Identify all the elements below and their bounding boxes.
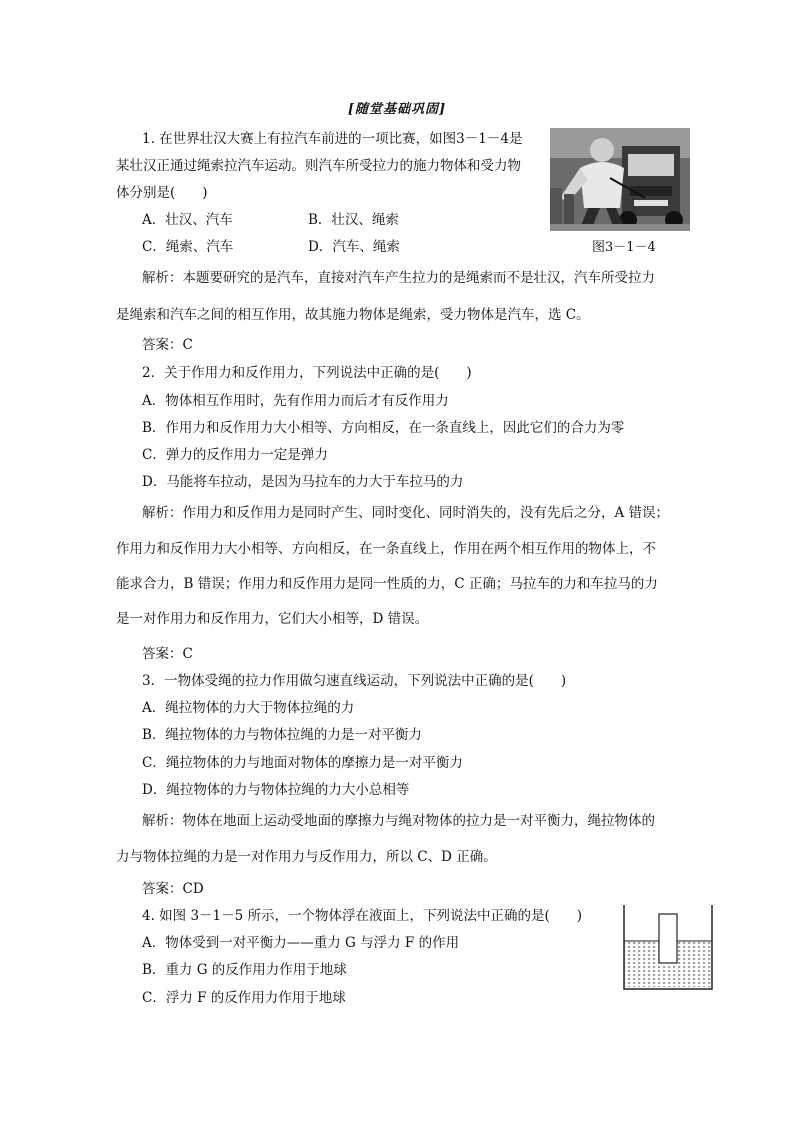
- q1-line3: 体分别是( ): [116, 185, 208, 201]
- q1-option-d: D．汽车、绳索: [308, 239, 400, 255]
- q2-answer: 答案：C: [142, 646, 193, 662]
- q2-option-a: A．物体相互作用时，先有作用力而后才有反作用力: [142, 393, 449, 409]
- q3-analysis-line2: 力与物体拉绳的力是一对作用力与反作用力，所以 C、D 正确。: [116, 849, 497, 865]
- q3-option-a: A．绳拉物体的力大于物体拉绳的力: [142, 700, 355, 716]
- q1-option-a: A．壮汉、汽车: [142, 212, 233, 228]
- q4-option-a: A．物体受到一对平衡力——重力 G 与浮力 F 的作用: [142, 935, 460, 951]
- q3-analysis-line1: 解析：物体在地面上运动受地面的摩擦力与绳对物体的拉力是一对平衡力，绳拉物体的: [142, 813, 655, 829]
- q3-option-b: B．绳拉物体的力与物体拉绳的力是一对平衡力: [142, 727, 422, 743]
- q2-option-d: D．马能将车拉动，是因为马拉车的力大于车拉马的力: [142, 474, 464, 490]
- q2-option-b: B．作用力和反作用力大小相等、方向相反，在一条直线上，因此它们的合力为零: [142, 420, 625, 436]
- q2-analysis-line1: 解析：作用力和反作用力是同时产生、同时变化、同时消失的，没有先后之分，A 错误；: [142, 505, 670, 521]
- section-header: [随堂基础巩固]: [347, 102, 447, 117]
- q2-analysis-line2: 作用力和反作用力大小相等、方向相反，在一条直线上，作用在两个相互作用的物体上，不: [116, 541, 656, 557]
- q1-answer: 答案：C: [142, 337, 193, 353]
- q4-option-c: C．浮力 F 的反作用力作用于地球: [142, 990, 346, 1006]
- q2-analysis-line3: 能求合力，B 错误；作用力和反作用力是同一性质的力，C 正确；马拉车的力和车拉马的力: [116, 576, 658, 592]
- q2-stem: 2．关于作用力和反作用力，下列说法中正确的是( ): [142, 365, 472, 381]
- q1-line2: 某壮汉正通过绳索拉汽车运动。则汽车所受拉力的施力物体和受力物: [116, 158, 521, 174]
- q1-analysis-line2: 是绳索和汽车之间的相互作用，故其施力物体是绳索，受力物体是汽车，选 C。: [116, 307, 590, 323]
- strongman-truck-photo: [550, 128, 690, 231]
- q3-option-d: D．绳拉物体的力与物体拉绳的力大小总相等: [142, 782, 410, 798]
- q2-analysis-line4: 是一对作用力和反作用力，它们大小相等，D 错误。: [116, 611, 429, 627]
- q4-option-b: B．重力 G 的反作用力作用于地球: [142, 962, 347, 978]
- figure-3-1-4-caption: 图3－1－4: [592, 240, 656, 255]
- q1-analysis-line1: 解析：本题要研究的是汽车，直接对汽车产生拉力的是绳索而不是壮汉，汽车所受拉力: [142, 270, 655, 286]
- q1-line1: 1. 在世界壮汉大赛上有拉汽车前进的一项比赛，如图3－1－4是: [142, 131, 523, 147]
- q1-option-c: C．绳索、汽车: [142, 239, 234, 255]
- q3-stem: 3．一物体受绳的拉力作用做匀速直线运动，下列说法中正确的是( ): [142, 673, 567, 689]
- q1-option-b: B．壮汉、绳索: [308, 212, 399, 228]
- q3-option-c: C．绳拉物体的力与地面对物体的摩擦力是一对平衡力: [142, 755, 463, 771]
- q2-option-c: C．弹力的反作用力一定是弹力: [142, 447, 328, 463]
- q3-answer: 答案：CD: [142, 881, 204, 897]
- q4-stem: 4. 如图 3－1－5 所示，一个物体浮在液面上，下列说法中正确的是( ): [142, 908, 583, 924]
- floating-block-beaker-figure: [622, 905, 714, 991]
